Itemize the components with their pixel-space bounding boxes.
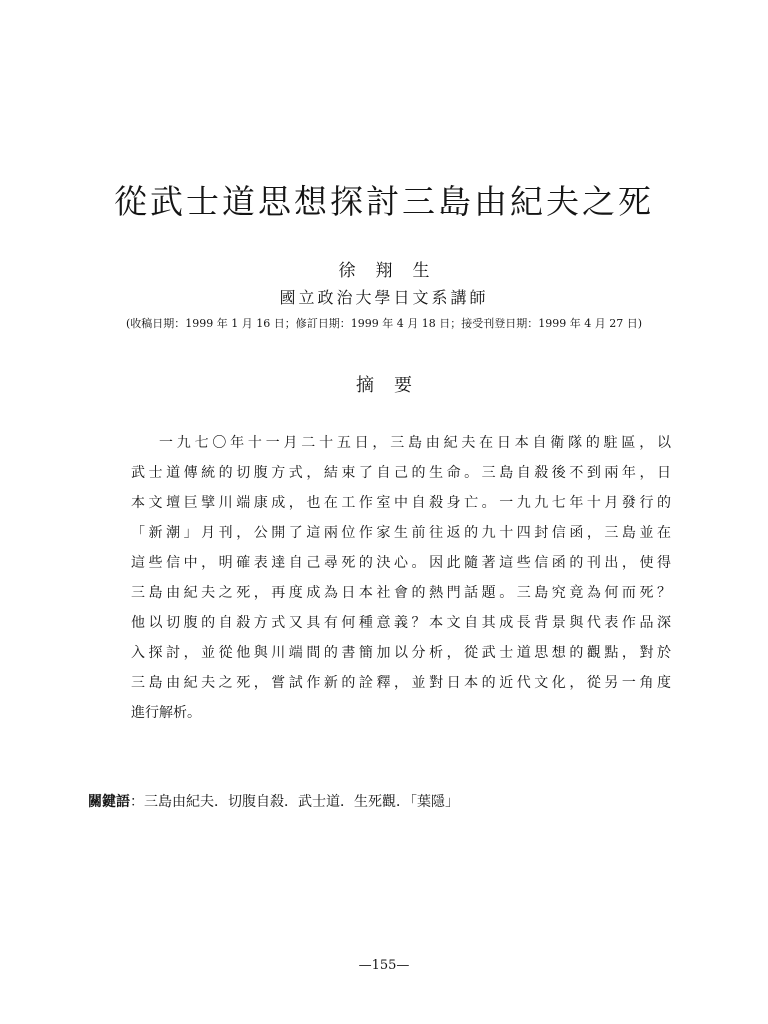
- submission-dates: (收稿日期：1999 年 1 月 16 日；修訂日期：1999 年 4 月 18 日；接受刊登日期：1999 年 4 月 27 日): [126, 317, 642, 330]
- paper-title: 從武士道思想探討三島由紀夫之死: [114, 182, 654, 221]
- abstract-line: 武士道傳統的切腹方式，結束了自己的生命。三島自殺後不到兩年，日: [131, 465, 671, 481]
- abstract-line: 本文壇巨擘川端康成，也在工作室中自殺身亡。一九九七年十月發行的: [131, 495, 671, 511]
- abstract-line: 這些信中，明確表達自己尋死的決心。因此隨著這些信函的刊出，使得: [131, 555, 671, 571]
- abstract-heading: 摘要: [356, 375, 432, 396]
- keywords-label: 關鍵語: [88, 794, 130, 810]
- abstract-body: [131, 428, 671, 728]
- abstract-line: 「新潮」月刊，公開了這兩位作家生前往返的九十四封信函，三島並在: [131, 525, 671, 541]
- keywords-text: ：三島由紀夫．切腹自殺．武士道．生死觀．「葉隱」: [130, 794, 459, 810]
- abstract-line: 進行解析。: [131, 705, 201, 721]
- author-name: 徐翔生: [338, 261, 450, 281]
- abstract-line: 三島由紀夫之死，嘗試作新的詮釋，並對日本的近代文化，從另一角度: [131, 675, 671, 691]
- abstract-line: 三島由紀夫之死，再度成為日本社會的熱門話題。三島究竟為何而死？: [131, 585, 671, 601]
- author-affiliation: 國立政治大學日文系講師: [279, 288, 489, 307]
- abstract-line: 一九七〇年十一月二十五日，三島由紀夫在日本自衛隊的駐區，以: [159, 435, 671, 451]
- page-number: —155—: [358, 958, 410, 973]
- keywords: [88, 791, 459, 811]
- abstract-line: 他以切腹的自殺方式又具有何種意義？本文自其成長背景與代表作品深: [131, 615, 671, 631]
- abstract-line: 入探討，並從他與川端間的書簡加以分析，從武士道思想的觀點，對於: [131, 645, 671, 661]
